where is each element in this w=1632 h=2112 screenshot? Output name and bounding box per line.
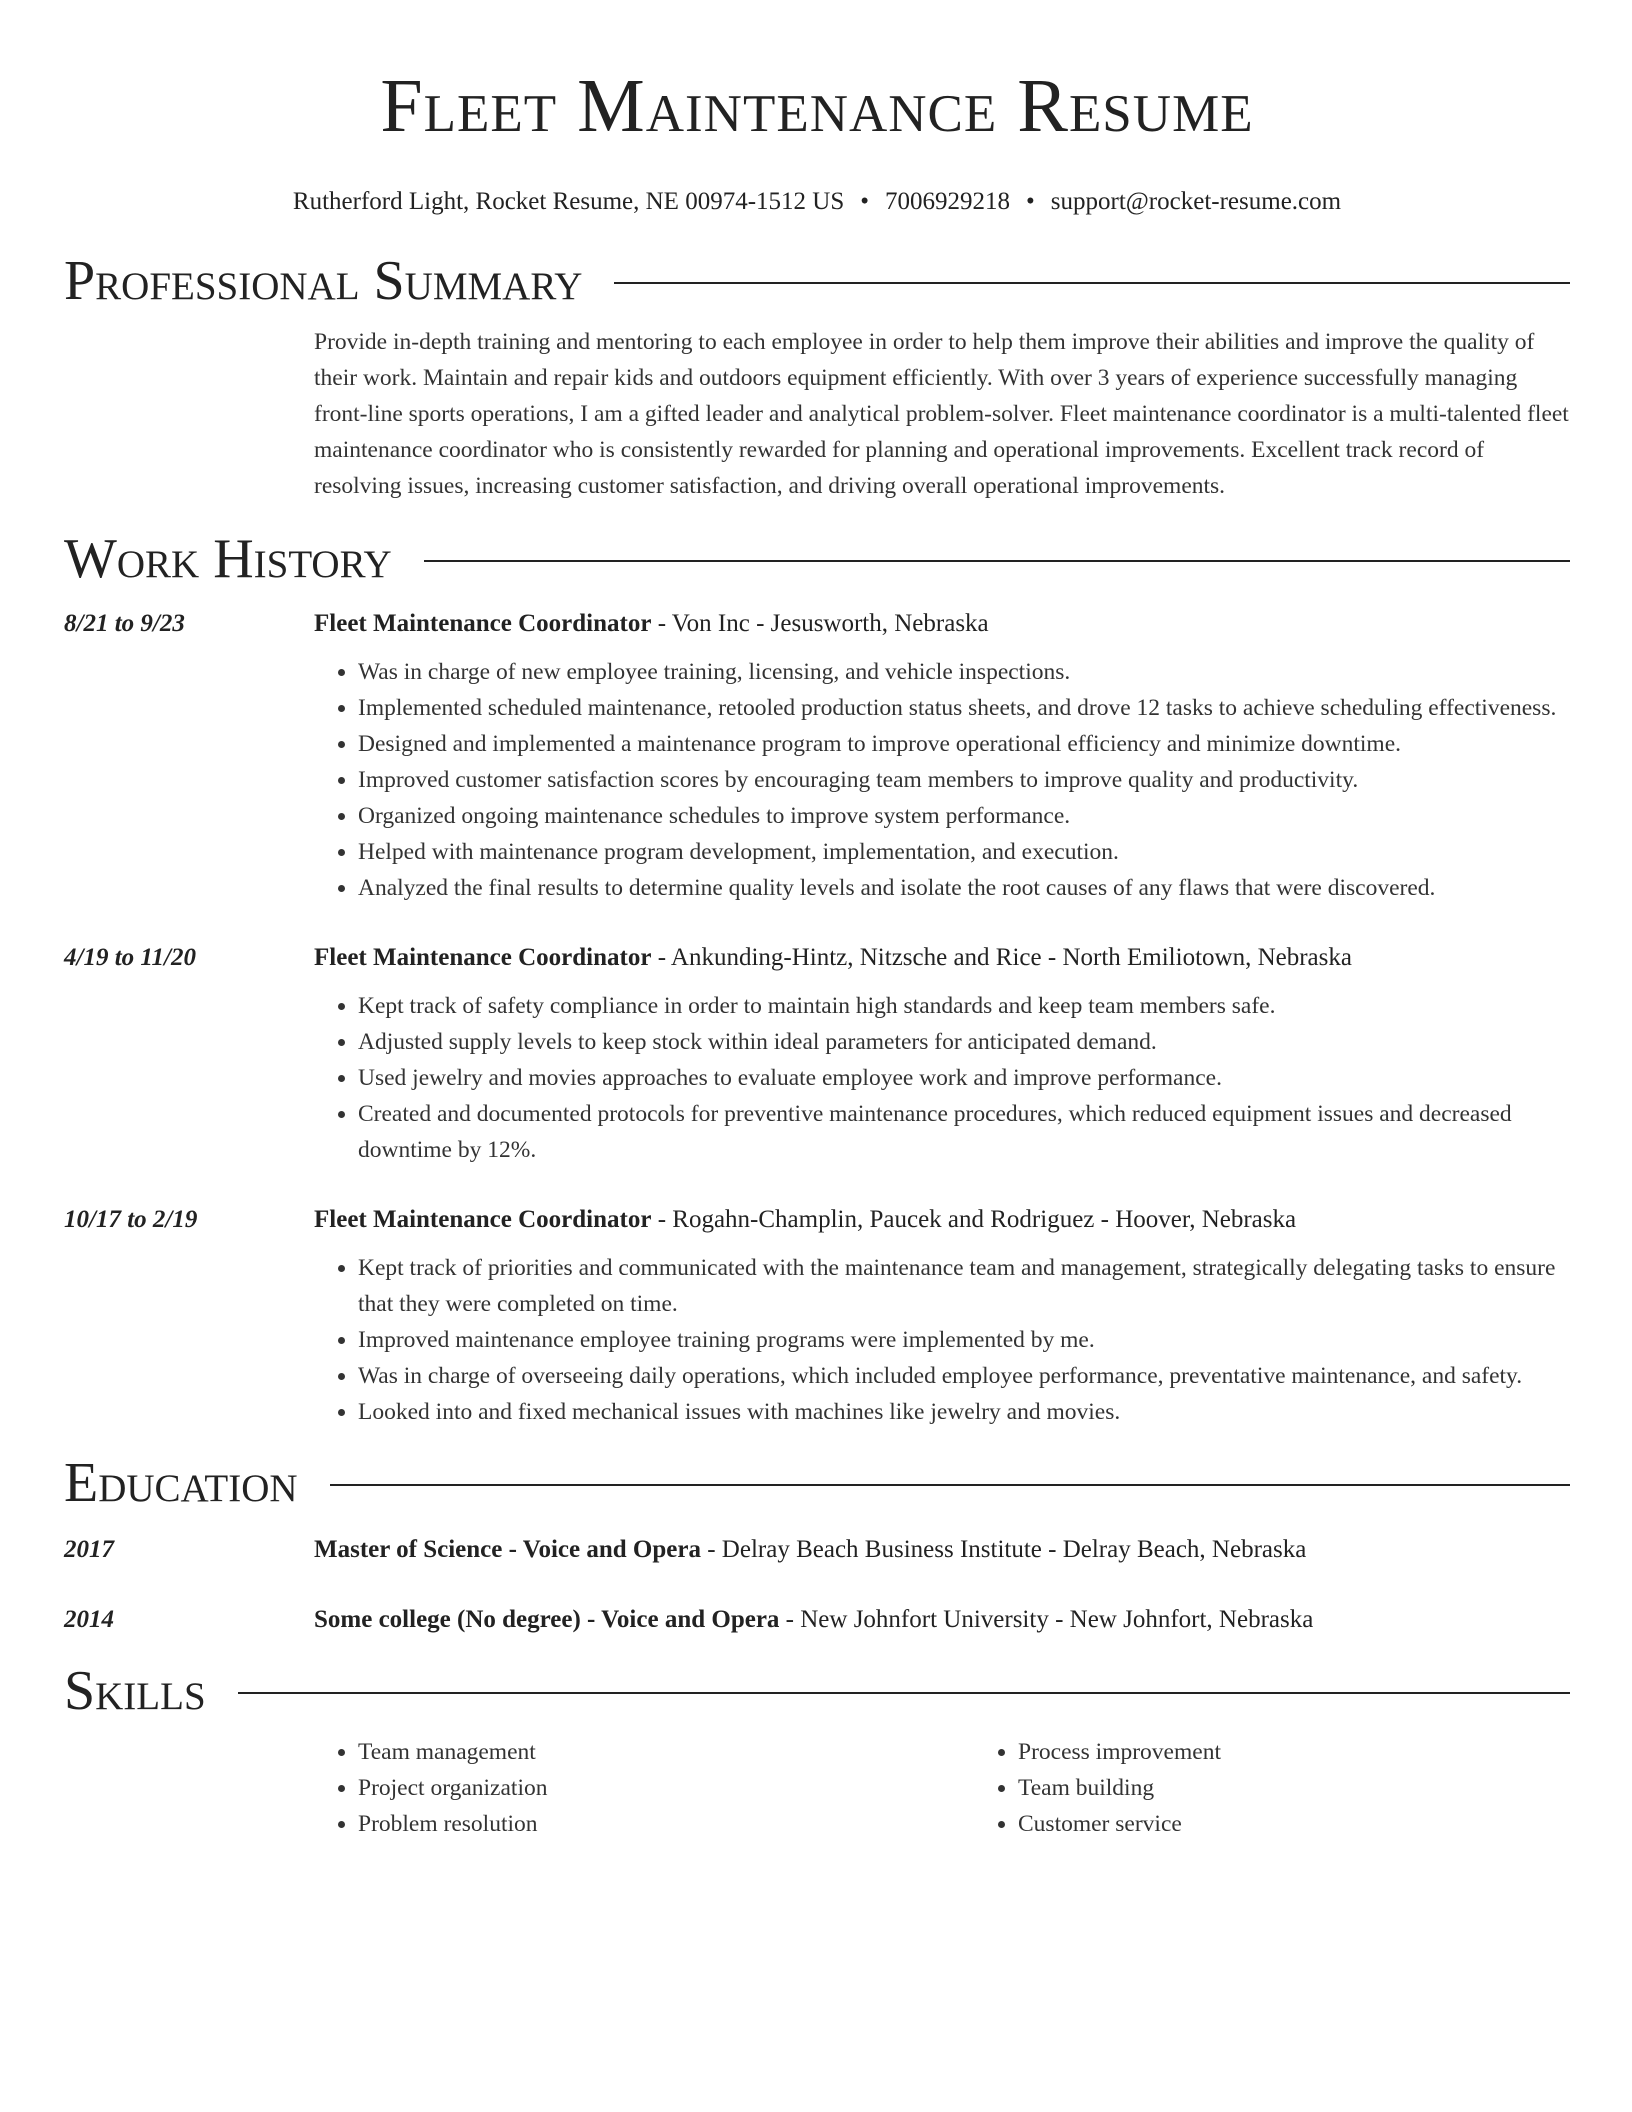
education-year: 2017 [64, 1536, 114, 1563]
list-item: • Was in charge of overseeing daily operations, which included employee performance, preventative maintenance, and safety. [358, 1358, 1570, 1394]
contact-email: support@rocket-resume.com [1050, 188, 1342, 215]
skill-item: • Team building [1018, 1770, 1632, 1806]
list-item: • Implemented scheduled maintenance, retooled production status sheets, and drove 12 tasks to achieve scheduling effectiveness. [358, 690, 1570, 726]
list-item: • Adjusted supply levels to keep stock within ideal parameters for anticipated demand. [358, 1024, 1570, 1060]
skills-section-header [64, 1658, 1570, 1724]
contact-phone: 7006929218 [885, 188, 1011, 215]
list-item: • Created and documented protocols for preventive maintenance procedures, which reduced equipment issues and decreased downtime by 12%. [358, 1096, 1570, 1168]
skills-list-left [314, 1734, 974, 1842]
education-degree: Some college (No degree) - Voice and Opera [314, 1606, 780, 1633]
education-heading [314, 1532, 1570, 1568]
education-details: - New Johnfort University - New Johnfort, Nebraska [779, 1606, 1314, 1633]
contact-separator: • [1026, 188, 1035, 215]
job-details: - Von Inc - Jesusworth, Nebraska [651, 610, 989, 637]
work-section-header [64, 526, 1570, 592]
list-item: • Improved customer satisfaction scores by encouraging team members to improve quality and productivity. [358, 762, 1570, 798]
list-item: • Helped with maintenance program development, implementation, and execution. [358, 834, 1570, 870]
job-heading [314, 1202, 1570, 1238]
summary-section-title: Professional Summary [64, 250, 583, 312]
list-item: • Kept track of priorities and communicated with the maintenance team and management, strategically delegating tasks to ensure that they were completed on time. [358, 1250, 1570, 1322]
list-item: • Kept track of safety compliance in order to maintain high standards and keep team members safe. [358, 988, 1570, 1024]
education-section-header [64, 1450, 1570, 1516]
skills-row [64, 1724, 1570, 1842]
education-entry [64, 1532, 1570, 1568]
education-section-title: Education [64, 1452, 298, 1514]
job-dates: 10/17 to 2/19 [64, 1206, 198, 1233]
section-divider [238, 1692, 1570, 1694]
job-role: Fleet Maintenance Coordinator [314, 610, 652, 637]
job-details: - Rogahn-Champlin, Paucek and Rodriguez - Hoover, Nebraska [651, 1206, 1297, 1233]
job-entry [64, 606, 1570, 906]
list-item: • Used jewelry and movies approaches to evaluate employee work and improve performance. [358, 1060, 1570, 1096]
skill-item: • Problem resolution [358, 1806, 974, 1842]
summary-text: Provide in-depth training and mentoring to each employee in order to help them improve their abilities and improve the quality of their work. Maintain and repair kids and outdoors equipment efficiently. With over 3 years of experience successfully managing front-line sports operations, I am a gifted leader and analytical problem-solver. Fleet maintenance coordinator is a multi-talented fleet maintenance coordinator who is consistently rewarded for planning and operational improvements. Excellent track record of resolving issues, increasing customer satisfaction, and driving overall operational improvements. [314, 329, 1569, 499]
job-bullets [314, 654, 1570, 906]
skill-item: • Customer service [1018, 1806, 1632, 1842]
summary-row [64, 314, 1570, 504]
list-item: • Designed and implemented a maintenance program to improve operational efficiency and minimize downtime. [358, 726, 1570, 762]
job-heading [314, 940, 1570, 976]
skills-list-right [974, 1734, 1632, 1842]
job-role: Fleet Maintenance Coordinator [314, 944, 652, 971]
education-details: - Delray Beach Business Institute - Delray Beach, Nebraska [700, 1536, 1307, 1563]
section-divider [614, 282, 1570, 284]
job-dates: 4/19 to 11/20 [64, 944, 196, 971]
education-heading [314, 1602, 1570, 1638]
job-dates: 8/21 to 9/23 [64, 610, 185, 637]
job-entry [64, 940, 1570, 1168]
job-heading [314, 606, 1570, 642]
summary-section-header [64, 248, 1570, 314]
list-item: • Looked into and fixed mechanical issues with machines like jewelry and movies. [358, 1394, 1570, 1430]
list-item: • Was in charge of new employee training, licensing, and vehicle inspections. [358, 654, 1570, 690]
section-divider [424, 560, 1570, 562]
section-divider [330, 1484, 1570, 1486]
list-item: • Organized ongoing maintenance schedules to improve system performance. [358, 798, 1570, 834]
skills-section-title: Skills [64, 1660, 206, 1722]
skill-item: • Team management [358, 1734, 974, 1770]
job-bullets [314, 988, 1570, 1168]
skills-columns [314, 1734, 1632, 1842]
contact-line [64, 184, 1570, 220]
skill-item: • Process improvement [1018, 1734, 1632, 1770]
education-year: 2014 [64, 1606, 114, 1633]
job-role: Fleet Maintenance Coordinator [314, 1206, 652, 1233]
list-item: • Improved maintenance employee training programs were implemented by me. [358, 1322, 1570, 1358]
job-entry [64, 1202, 1570, 1430]
skill-item: • Project organization [358, 1770, 974, 1806]
list-item: • Analyzed the final results to determine quality levels and isolate the root causes of any flaws that were discovered. [358, 870, 1570, 906]
education-degree: Master of Science - Voice and Opera [314, 1536, 701, 1563]
contact-address: Rutherford Light, Rocket Resume, NE 00974-1512 US [292, 188, 845, 215]
education-entry [64, 1602, 1570, 1638]
job-details: - Ankunding-Hintz, Nitzsche and Rice - North Emiliotown, Nebraska [651, 944, 1352, 971]
work-section-title: Work History [64, 528, 392, 590]
contact-separator: • [860, 188, 870, 215]
resume-title: Fleet Maintenance Resume [380, 64, 1254, 148]
job-bullets [314, 1250, 1570, 1430]
